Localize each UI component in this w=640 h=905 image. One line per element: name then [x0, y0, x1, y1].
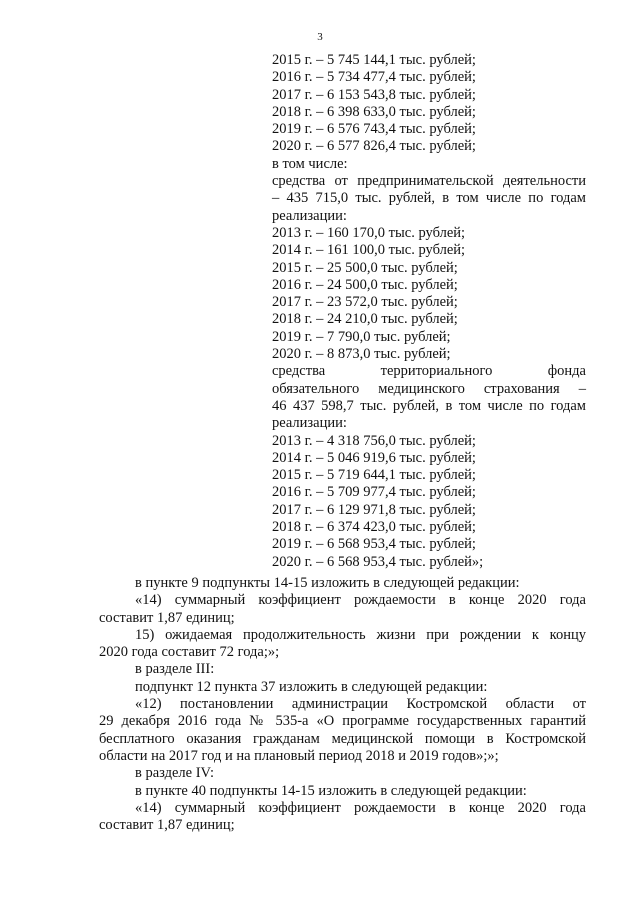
including-label: в том числе:	[272, 155, 348, 172]
funding-line: 2019 г. – 6 568 953,4 тыс. рублей;	[272, 536, 476, 553]
funding-line: 2018 г. – 24 210,0 тыс. рублей;	[272, 311, 458, 328]
instruction-line: в пункте 40 подпункты 14-15 изложить в следующей редакции:	[135, 782, 527, 799]
insurance-fund-intro	[272, 363, 586, 432]
paragraph-line: 2020 года составит 72 года;»;	[99, 644, 280, 661]
intro-line: реализации:	[272, 415, 347, 432]
funding-line: 2018 г. – 6 398 633,0 тыс. рублей;	[272, 103, 476, 120]
instruction-line: подпункт 12 пункта 37 изложить в следующей редакции:	[135, 678, 488, 695]
section-heading: в разделе III:	[135, 661, 215, 678]
section-heading: в разделе IV:	[135, 765, 214, 782]
paragraph-line: 15) ожидаемая продолжительность жизни при рождении к концу	[135, 626, 586, 643]
funding-line: 2020 г. – 8 873,0 тыс. рублей;	[272, 346, 451, 363]
intro-line: 46 437 598,7 тыс. рублей, в том числе по годам	[272, 397, 586, 414]
intro-line: средства территориального фонда	[272, 363, 586, 380]
funding-line: 2015 г. – 5 719 644,1 тыс. рублей;	[272, 467, 476, 484]
funding-line: 2014 г. – 5 046 919,6 тыс. рублей;	[272, 449, 476, 466]
funding-line: 2015 г. – 5 745 144,1 тыс. рублей;	[272, 52, 476, 68]
funding-line: 2018 г. – 6 374 423,0 тыс. рублей;	[272, 519, 476, 536]
paragraph-line: 29 декабря 2016 года № 535-а «О программе государственных гарантий	[99, 713, 586, 730]
funding-total-years	[272, 52, 586, 173]
intro-line: реализации:	[272, 207, 347, 224]
page-number: 3	[317, 31, 323, 43]
funding-line: 2017 г. – 23 572,0 тыс. рублей;	[272, 294, 458, 311]
paragraph-line: составит 1,87 единиц;	[99, 817, 235, 834]
funding-line: 2013 г. – 4 318 756,0 тыс. рублей;	[272, 432, 476, 449]
insurance-fund-years	[272, 433, 586, 571]
funding-line: 2020 г. – 6 568 953,4 тыс. рублей»;	[272, 553, 484, 570]
amendments-body	[99, 575, 586, 834]
funding-line: 2016 г. – 24 500,0 тыс. рублей;	[272, 276, 458, 293]
paragraph-line: бесплатного оказания гражданам медицинской помощи в Костромской	[99, 730, 586, 747]
paragraph-line: «12) постановлении администрации Костромской области от	[135, 696, 586, 713]
intro-line: обязательного медицинского страхования –	[272, 380, 586, 397]
paragraph-line: области на 2017 год и на плановый период 2018 и 2019 годов»;»;	[99, 747, 499, 764]
funding-line: 2017 г. – 6 153 543,8 тыс. рублей;	[272, 86, 476, 103]
funding-line: 2016 г. – 5 709 977,4 тыс. рублей;	[272, 484, 476, 501]
funding-line: 2016 г. – 5 734 477,4 тыс. рублей;	[272, 69, 476, 86]
funding-line: 2014 г. – 161 100,0 тыс. рублей;	[272, 242, 466, 259]
funding-column	[272, 52, 586, 571]
funding-line: 2019 г. – 6 576 743,4 тыс. рублей;	[272, 121, 476, 138]
intro-line: средства от предпринимательской деятельности	[272, 173, 586, 190]
funding-line: 2020 г. – 6 577 826,4 тыс. рублей;	[272, 138, 476, 155]
funding-line: 2017 г. – 6 129 971,8 тыс. рублей;	[272, 501, 476, 518]
funding-line: 2013 г. – 160 170,0 тыс. рублей;	[272, 224, 466, 241]
paragraph-line: «14) суммарный коэффициент рождаемости в конце 2020 года	[135, 799, 586, 816]
business-funding-years	[272, 225, 586, 363]
business-funding-intro	[272, 173, 586, 225]
intro-line: – 435 715,0 тыс. рублей, в том числе по годам	[272, 190, 586, 207]
funding-line: 2019 г. – 7 790,0 тыс. рублей;	[272, 328, 451, 345]
funding-line: 2015 г. – 25 500,0 тыс. рублей;	[272, 259, 458, 276]
paragraph-line: составит 1,87 единиц;	[99, 609, 235, 626]
instruction-line: в пункте 9 подпункты 14-15 изложить в следующей редакции:	[135, 575, 520, 591]
paragraph-line: «14) суммарный коэффициент рождаемости в конце 2020 года	[135, 592, 586, 609]
